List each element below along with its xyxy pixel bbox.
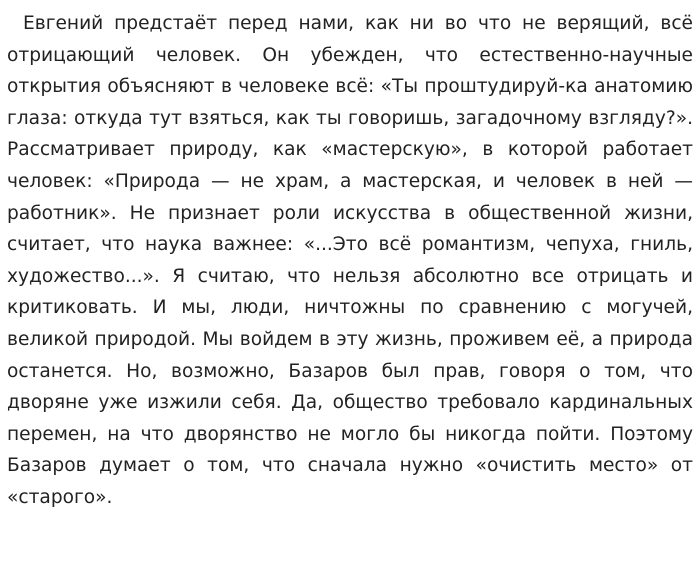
body-paragraph: Евгений предстаёт перед нами, как ни во что не верящий, всё отрицающий человек. Он убежден, что естественно-научные открытия объясняют в человеке всё: «Ты проштудируй-ка анатомию глаза: откуда тут взяться, как ты говоришь, загадочному взгляду?». Рассматривает природу, как «мастерскую», в которой работает человек: «Природа — не храм, а мастерская, и человек в ней — работник». Не признает роли искусства в общественной жизни, считает, что наука важнее: «...Это всё романтизм, чепуха, гниль, художество...». Я считаю, что нельзя абсолютно все отрицать и критиковать. И мы, люди, ничтожны по сравнению с могучей, великой природой. Мы войдем в эту жизнь, проживем её, а природа останется. Но, возможно, Базаров был прав, говоря о том, что дворяне уже изжили себя. Да, общество требовало кардинальных перемен, на что дворянство не могло бы никогда пойти. Поэтому Базаров думает о том, что сначала нужно «очистить место» от «старого». [7,13,693,508]
